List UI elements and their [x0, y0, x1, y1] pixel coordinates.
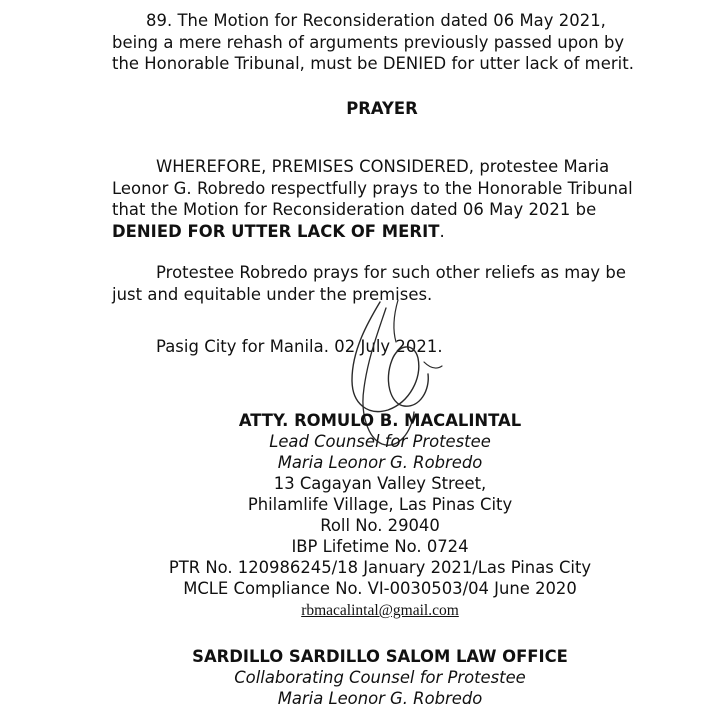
counsel-roll: Roll No. 29040: [320, 516, 440, 535]
counsel-role: Lead Counsel for Protestee: [269, 432, 491, 451]
wherefore-paragraph: [112, 156, 652, 242]
prayer-heading: PRAYER: [346, 99, 418, 118]
counsel-name: ATTY. ROMULO B. MACALINTAL: [238, 411, 522, 430]
counsel-ibp: IBP Lifetime No. 0724: [291, 537, 469, 556]
counsel-client: Maria Leonor G. Robredo: [277, 453, 483, 472]
wherefore-tail: .: [439, 221, 445, 241]
counsel-block: [120, 410, 640, 621]
paragraph-89-line-3: the Honorable Tribunal, must be DENIED for utter lack of merit.: [112, 54, 634, 73]
paragraph-89: [112, 10, 652, 75]
wherefore-line-2: Leonor G. Robredo respectfully prays to the Honorable Tribunal: [112, 178, 633, 198]
counsel-address-2: Philamlife Village, Las Pinas City: [247, 495, 513, 514]
counsel-email-link[interactable]: rbmacalintal@gmail.com: [301, 602, 459, 619]
wherefore-line-1: WHEREFORE, PREMISES CONSIDERED, protestee Maria: [156, 157, 610, 176]
law-office-name: SARDILLO SARDILLO SALOM LAW OFFICE: [192, 647, 568, 666]
counsel-ptr: PTR No. 120986245/18 January 2021/Las Pinas City: [168, 558, 592, 577]
paragraph-89-line-1: 89. The Motion for Reconsideration dated 06 May 2021,: [146, 11, 606, 30]
reliefs-line-1: Protestee Robredo prays for such other reliefs as may be: [156, 263, 627, 282]
law-office-block: [120, 646, 640, 709]
law-office-client: Maria Leonor G. Robredo: [277, 689, 483, 708]
paragraph-89-line-2: being a mere rehash of arguments previously passed upon by: [112, 32, 625, 52]
counsel-address-1: 13 Cagayan Valley Street,: [273, 474, 487, 493]
counsel-mcle: MCLE Compliance No. VI-0030503/04 June 2020: [183, 579, 577, 598]
wherefore-line-4: [112, 221, 652, 243]
counsel-email[interactable]: [120, 599, 640, 621]
law-office-role: Collaborating Counsel for Protestee: [234, 668, 526, 687]
reliefs-line-2: just and equitable under the premises.: [112, 284, 433, 304]
wherefore-line-3: that the Motion for Reconsideration dated 06 May 2021 be: [112, 200, 597, 219]
place-date: Pasig City for Manila. 02 July 2021.: [156, 337, 443, 356]
denied-bold-text: DENIED FOR UTTER LACK OF MERIT: [112, 221, 440, 241]
